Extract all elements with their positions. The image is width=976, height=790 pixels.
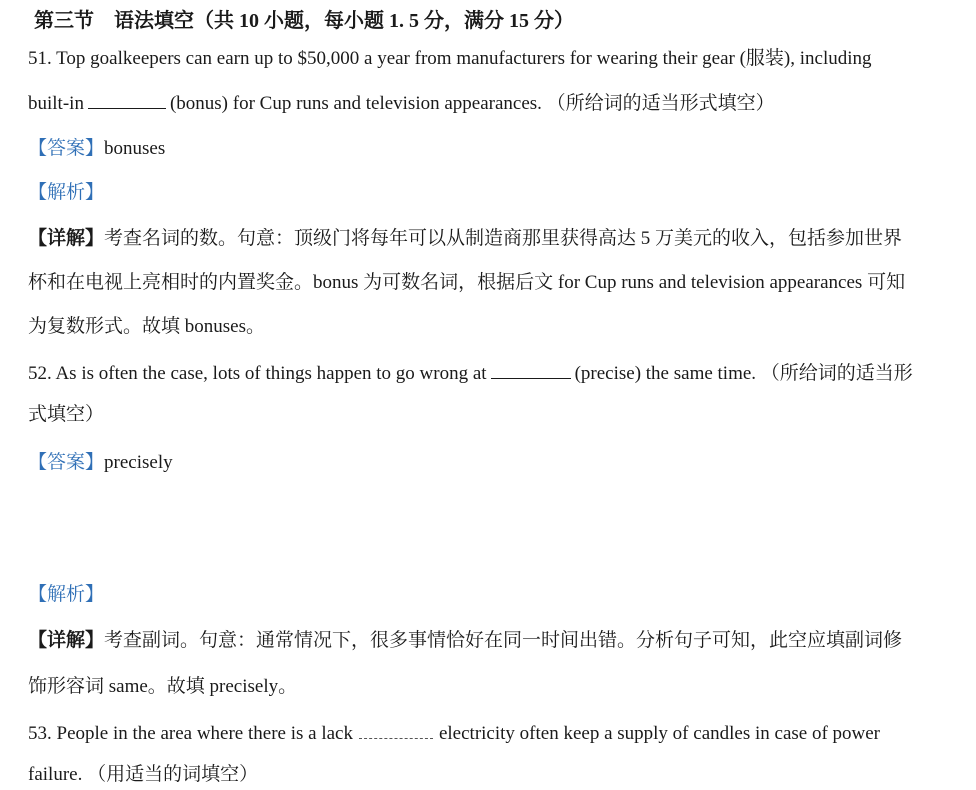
- question-51-line-1: 51. Top goalkeepers can earn up to $50,000 a year from manufacturers for wearing their gear (服装), including: [28, 48, 872, 69]
- question-51-line-2: [28, 90, 956, 117]
- question-53-line-1: [28, 720, 956, 747]
- question-51-detail-line-3: 为复数形式。故填 bonuses。: [28, 316, 265, 337]
- question-53-line-2: failure. （用适当的词填空）: [28, 764, 259, 785]
- section-title: 第三节 语法填空（共 10 小题，每小题 1. 5 分，满分 15 分）: [34, 10, 574, 32]
- question-51-text-before-blank: built-in: [28, 93, 84, 114]
- question-51-blank: [88, 90, 166, 109]
- question-52-answer: [28, 450, 956, 476]
- question-52-detail-line-1: [28, 628, 956, 654]
- question-51-text-after-blank: (bonus) for Cup runs and television appearances. （所给词的适当形式填空）: [169, 93, 775, 114]
- question-52-analysis-tag: 【解析】: [28, 584, 105, 605]
- question-51-answer: [28, 136, 956, 162]
- question-52-line-1: [28, 360, 956, 387]
- question-52-detail-text: 考查副词。句意：通常情况下，很多事情恰好在同一时间出错。分析句子可知，此空应填副词修: [104, 630, 903, 651]
- question-51-detail-line-1: [28, 226, 956, 252]
- question-52-line-2: 式填空）: [28, 404, 105, 425]
- question-53-blank: [359, 720, 433, 739]
- question-52-text-after-blank: (precise) the same time. （所给词的适当形: [574, 363, 913, 384]
- answer-tag: 【答案】: [28, 452, 105, 473]
- detail-tag: 【详解】: [28, 228, 105, 249]
- question-53-text-after-blank: electricity often keep a supply of candles in case of power: [438, 723, 881, 744]
- question-51-detail-line-2: 杯和在电视上亮相时的内置奖金。bonus 为可数名词，根据后文 for Cup runs and television appearances 可知: [28, 272, 906, 293]
- question-52-detail-line-2: 饰形容词 same。故填 precisely。: [28, 676, 298, 697]
- question-52-text-before-blank: 52. As is often the case, lots of things happen to go wrong at: [28, 363, 487, 384]
- question-52-blank: [491, 360, 571, 379]
- question-51-analysis-tag: 【解析】: [28, 182, 105, 203]
- question-52-answer-value: precisely: [104, 452, 173, 473]
- question-53-text-before-blank: 53. People in the area where there is a lack: [28, 723, 353, 744]
- detail-tag: 【详解】: [28, 630, 105, 651]
- question-51-answer-value: bonuses: [104, 138, 166, 159]
- question-51-detail-text: 考查名词的数。句意：顶级门将每年可以从制造商那里获得高达 5 万美元的收入，包括参加世界: [104, 228, 903, 249]
- answer-tag: 【答案】: [28, 138, 105, 159]
